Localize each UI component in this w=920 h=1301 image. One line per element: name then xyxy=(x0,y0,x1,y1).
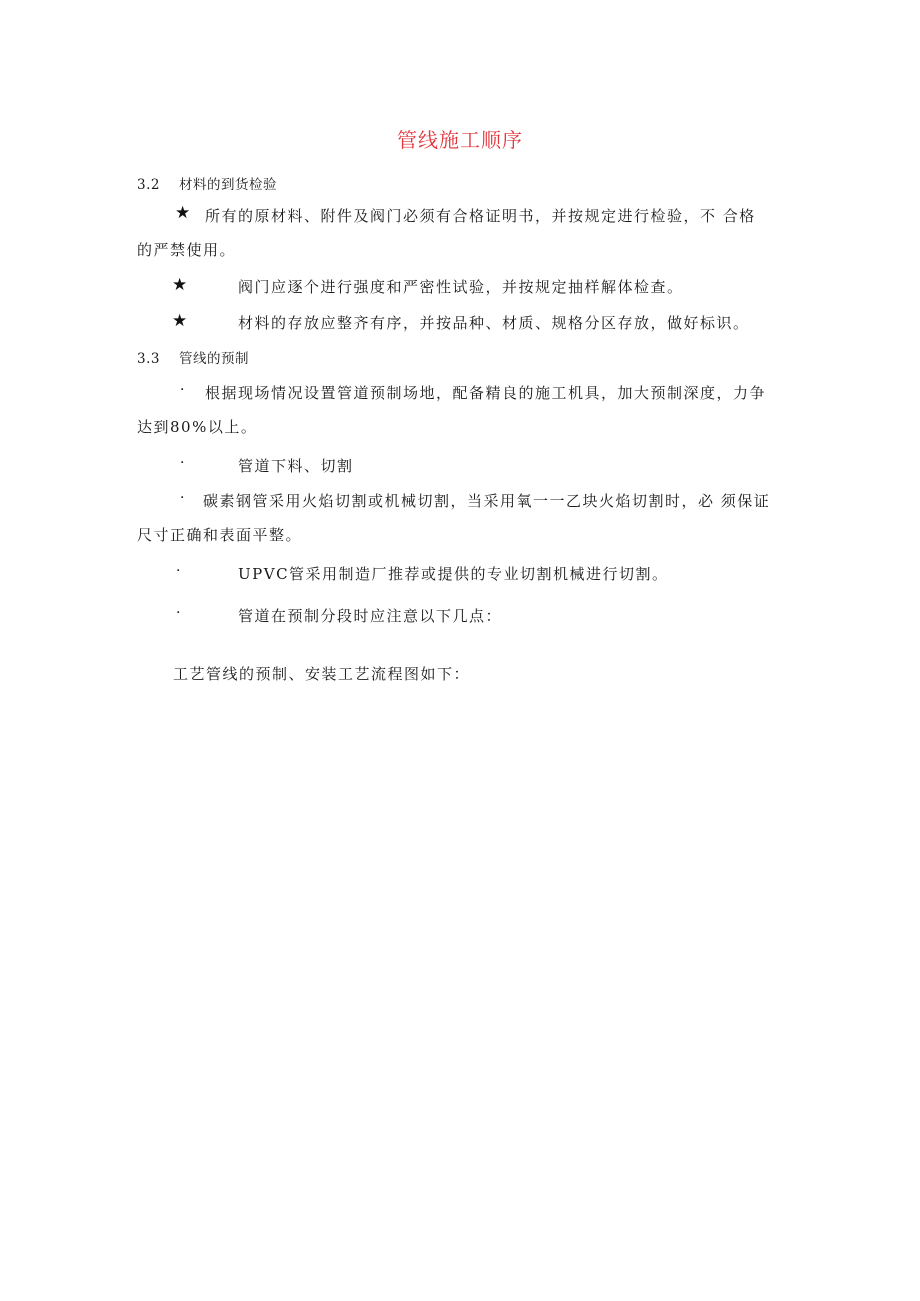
paragraph-line: 管道在预制分段时应注意以下几点： xyxy=(238,607,503,625)
paragraph-line: 尺寸正确和表面平整。 xyxy=(137,526,303,544)
section-heading-3-2 xyxy=(137,173,277,193)
paragraph-line: 工艺管线的预制、安装工艺流程图如下： xyxy=(173,665,471,683)
paragraph-line: 达到80%以上。 xyxy=(137,418,258,436)
paragraph-line: UPVC管采用制造厂推荐或提供的专业切割机械进行切割。 xyxy=(238,565,669,583)
dot-bullet-icon: · xyxy=(176,605,181,621)
dot-bullet-icon: · xyxy=(176,563,181,579)
dot-bullet-icon: · xyxy=(180,490,185,506)
section-number: 3.3 xyxy=(137,351,160,367)
dot-bullet-icon: · xyxy=(180,455,185,471)
paragraph-line: 的严禁使用。 xyxy=(137,241,237,259)
paragraph-line: 根据现场情况设置管道预制场地，配备精良的施工机具，加大预制深度，力争 xyxy=(205,384,767,402)
section-number: 3.2 xyxy=(137,177,160,193)
star-bullet-icon: ★ xyxy=(175,203,191,223)
paragraph-line: 所有的原材料、附件及阀门必须有合格证明书，并按规定进行检验，不 合格 xyxy=(205,207,756,225)
paragraph-line: 材料的存放应整齐有序，并按品种、材质、规格分区存放，做好标识。 xyxy=(238,314,750,332)
page-title: 管线施工顺序 xyxy=(397,128,523,152)
star-bullet-icon: ★ xyxy=(172,311,188,331)
paragraph-line: 阀门应逐个进行强度和严密性试验，并按规定抽样解体检查。 xyxy=(238,278,684,296)
paragraph-line: 管道下料、切割 xyxy=(238,457,354,475)
section-label: 材料的到货检验 xyxy=(179,177,277,193)
section-label: 管线的预制 xyxy=(179,351,249,367)
dot-bullet-icon: · xyxy=(180,382,185,398)
paragraph-line: 碳素钢管采用火焰切割或机械切割，当采用氧一一乙块火焰切割时，必 须保证 xyxy=(203,492,771,510)
section-heading-3-3 xyxy=(137,347,249,367)
star-bullet-icon: ★ xyxy=(172,275,188,295)
